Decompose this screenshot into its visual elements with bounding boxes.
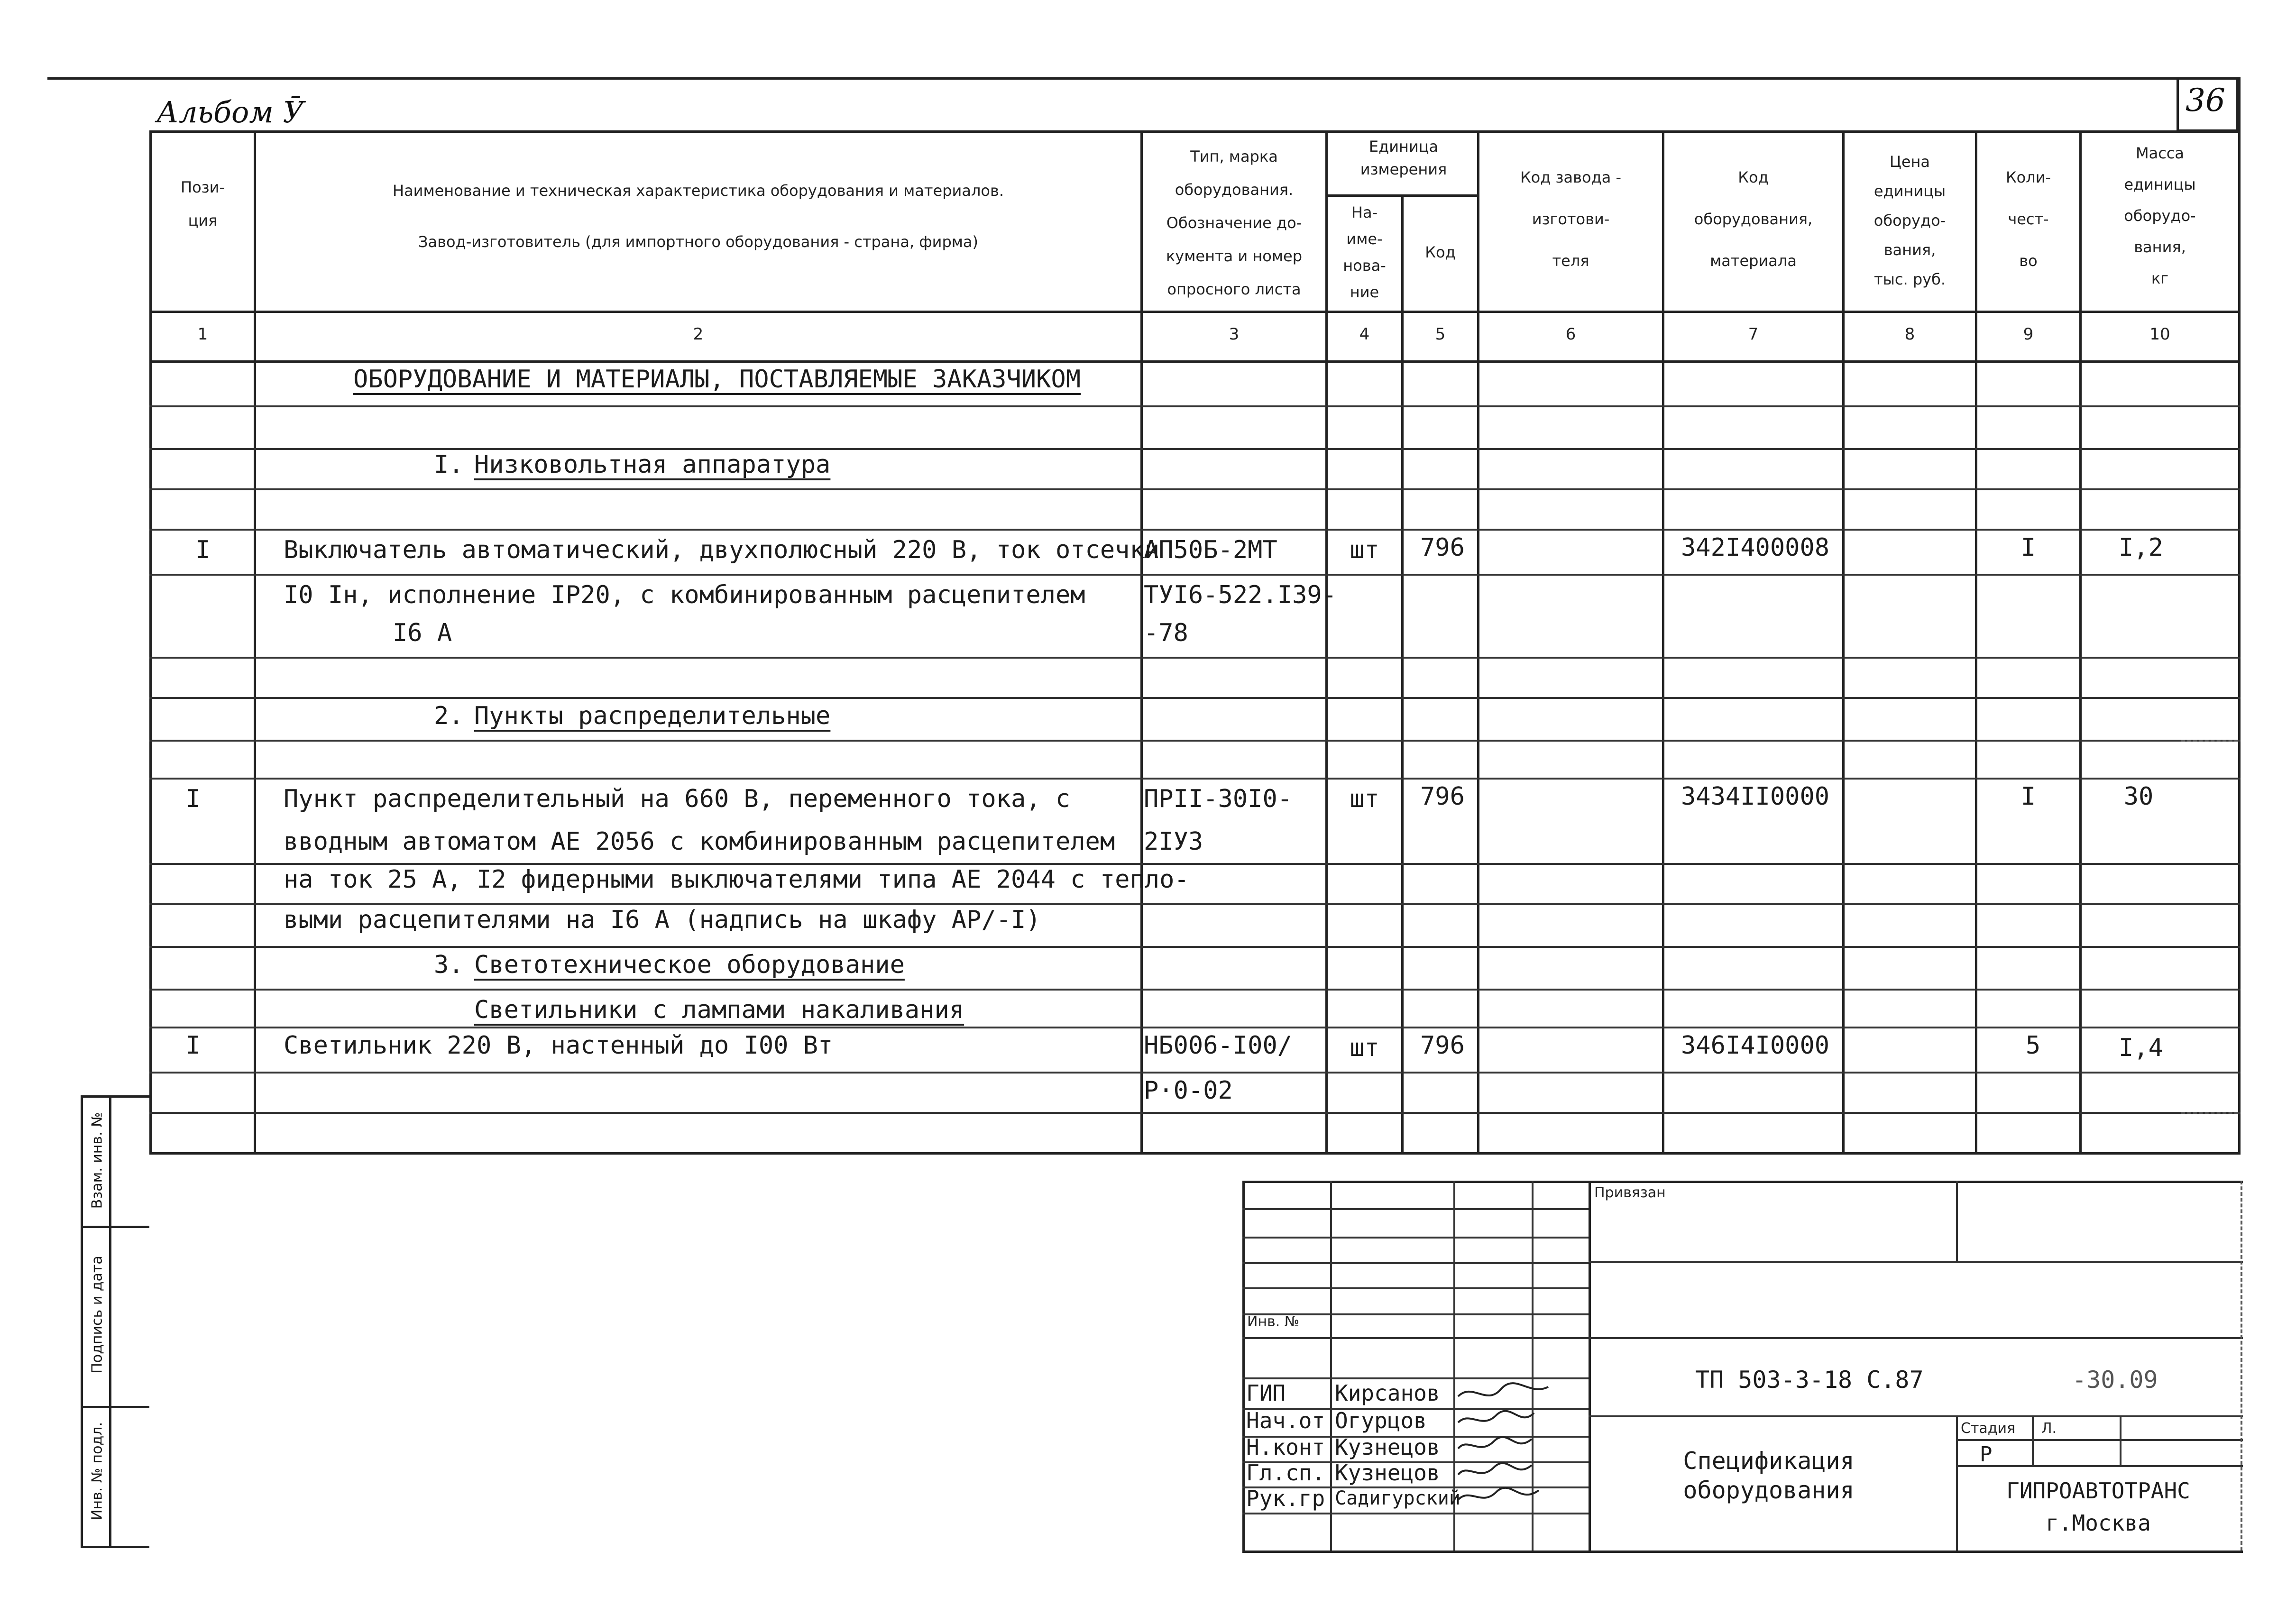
tb-role-nkont: Н.конт — [1246, 1434, 1325, 1460]
tb-line — [1242, 1181, 2243, 1183]
row-line — [149, 903, 2241, 905]
unit-group-subline — [1325, 194, 1479, 197]
tb-line — [2032, 1415, 2034, 1465]
col-sep-8 — [1975, 130, 1977, 1152]
header-position: Пози- ция — [181, 178, 225, 229]
header-name-line1: Наименование и техническая характеристика оборудования и материалов. — [393, 182, 1004, 200]
title-block — [1242, 1181, 2243, 1553]
side-stamp-divider — [109, 1098, 111, 1546]
header-mass: Масса единицы оборудо- вания, кг — [2124, 144, 2196, 287]
item2-quantity: I — [2020, 782, 2036, 811]
table-right-border — [2238, 77, 2241, 1154]
row-line — [149, 946, 2241, 948]
tb-line — [1956, 1439, 2243, 1441]
tb-line — [1242, 1237, 1589, 1239]
item1-type-line3: -78 — [1144, 619, 1188, 647]
signatures — [1453, 1377, 1591, 1553]
header-type: Тип, марка оборудования. Обозначение до- кумента и номер опросного листа — [1166, 147, 1303, 298]
col-sep-5 — [1477, 130, 1479, 1152]
row-line — [149, 1072, 2241, 1073]
signature-1 — [1458, 1383, 1548, 1396]
col-sep-1 — [254, 130, 256, 1152]
colnum-1: 1 — [197, 325, 208, 344]
side-stamp-sep — [83, 1406, 149, 1408]
signature-5 — [1458, 1488, 1539, 1500]
item3-mass: I,4 — [2119, 1034, 2163, 1062]
tb-line — [1956, 1465, 2243, 1467]
tb-line — [1242, 1337, 1589, 1339]
item1-type-line1: АП50Б-2МТ — [1144, 536, 1277, 564]
item2-equipment-code: 3434II0000 — [1681, 782, 1830, 811]
colnum-3: 3 — [1229, 325, 1240, 344]
colnum-9: 9 — [2023, 325, 2034, 344]
tb-name-4: Кузнецов — [1335, 1460, 1440, 1486]
item1-equipment-code: 342I400008 — [1681, 533, 1830, 562]
section3-title: Светотехническое оборудование — [474, 951, 905, 979]
dashed-tail — [2181, 740, 2238, 742]
row-line — [149, 657, 2241, 659]
item2-mass: 30 — [2123, 782, 2154, 811]
item1-name-line3: I6 А — [393, 619, 452, 647]
header-unit-group: Единица измерения — [1360, 138, 1447, 178]
item2-name-line3: на ток 25 А, I2 фидерными выключателями типа АЕ 2044 с тепло- — [284, 865, 1189, 894]
row-line — [149, 778, 2241, 780]
item2-name-line4: выми расцепителями на I6 А (надпись на шкафу АР/-I) — [284, 906, 1041, 934]
item3-quantity: 5 — [2025, 1031, 2041, 1060]
section1-title: Низковольтная аппаратура — [474, 450, 831, 479]
tb-line — [1242, 1262, 1589, 1264]
tb-line — [1589, 1337, 2243, 1339]
album-label: Альбом Ӯ — [156, 95, 304, 129]
section3-subtitle: Светильники с лампами накаливания — [474, 996, 964, 1024]
side-label-signature-date: Подпись и дата — [89, 1256, 106, 1374]
signature-3 — [1458, 1437, 1532, 1449]
header-price: Цена единицы оборудо- вания, тыс. руб. — [1874, 153, 1946, 288]
table-left-border — [149, 130, 152, 1152]
side-label-replaced-inv: Взам. инв. № — [89, 1112, 106, 1209]
tb-name-1: Кирсанов — [1335, 1380, 1440, 1406]
row-line — [149, 989, 2241, 991]
item3-type-line1: НБ006-I00/ — [1144, 1031, 1293, 1060]
section2-title: Пункты распределительные — [474, 702, 831, 730]
row-line — [149, 448, 2241, 450]
item1-position: I — [195, 536, 211, 564]
colnum-4: 4 — [1359, 325, 1370, 344]
row-line — [149, 574, 2241, 576]
colnum-7: 7 — [1748, 325, 1759, 344]
signature-2 — [1458, 1411, 1534, 1422]
item3-type-line2: Р·0-02 — [1144, 1076, 1233, 1105]
tb-line — [1242, 1208, 1589, 1210]
tb-stage-value: Р — [1980, 1442, 1993, 1467]
tb-line — [2120, 1415, 2122, 1465]
item3-unit-code: 796 — [1420, 1031, 1465, 1060]
row-line — [149, 1027, 2241, 1028]
item1-name-line2: I0 Iн, исполнение IP20, с комбинированным расцепителем — [284, 581, 1085, 609]
item1-unit-code: 796 — [1420, 533, 1465, 562]
section2-number: 2. — [434, 702, 464, 730]
item2-unit: шт — [1350, 785, 1379, 813]
header-unit-name: На- име- нова- ние — [1343, 203, 1386, 301]
tb-line — [1242, 1287, 1589, 1289]
item2-name-line2: вводным автоматом АЕ 2056 с комбинированным расцепителем — [284, 827, 1115, 856]
item1-mass: I,2 — [2119, 533, 2163, 562]
sheet-number-box — [2177, 77, 2238, 132]
tb-role-gip: ГИП — [1246, 1380, 1286, 1406]
item3-position: I — [185, 1031, 201, 1060]
item2-position: I — [185, 785, 201, 813]
row-line — [149, 488, 2241, 490]
header-equipment-code: Код оборудования, материала — [1694, 168, 1813, 270]
tb-doc-suffix: -30.09 — [2072, 1366, 2158, 1394]
tb-org: ГИПРОАВТОТРАНС г.Москва — [2006, 1478, 2190, 1536]
item2-type-line1: ПРII-30I0- — [1144, 785, 1293, 813]
header-factory-code: Код завода - изготови- теля — [1520, 168, 1622, 270]
table-bottom-line — [149, 1152, 2241, 1155]
row-line — [149, 863, 2241, 865]
item3-name-line1: Светильник 220 В, настенный до I00 Вт — [284, 1031, 833, 1060]
tb-line — [1242, 1551, 2243, 1553]
tb-line — [1330, 1181, 1332, 1551]
tb-sheet-label: Л. — [2041, 1420, 2057, 1437]
item3-equipment-code: 346I4I0000 — [1681, 1031, 1830, 1060]
side-label-inv-orig: Инв. № подл. — [89, 1422, 106, 1520]
item1-type-line2: ТУI6-522.I39- — [1144, 581, 1337, 609]
section3-number: 3. — [434, 951, 464, 979]
tb-line — [1589, 1261, 2243, 1263]
dashed-tail — [2181, 1112, 2238, 1114]
section1-number: I. — [434, 450, 464, 479]
row-line — [149, 697, 2241, 699]
column-numbers-bottom-line — [149, 360, 2241, 363]
top-border-line — [47, 77, 2238, 80]
tb-doc-title: Спецификация оборудования — [1683, 1447, 1855, 1504]
tb-line — [1956, 1181, 1958, 1261]
item1-unit: шт — [1350, 536, 1379, 564]
tb-dashed-edge — [2241, 1181, 2242, 1551]
row-line — [149, 1112, 2241, 1114]
colnum-5: 5 — [1435, 325, 1446, 344]
colnum-10: 10 — [2149, 325, 2170, 344]
row-line — [149, 529, 2241, 531]
item2-name-line1: Пункт распределительный на 660 В, переменного тока, с — [284, 785, 1071, 813]
tb-name-5: Садигурский — [1335, 1487, 1460, 1509]
colnum-8: 8 — [1904, 325, 1915, 344]
header-quantity: Коли- чест- во — [2005, 168, 2051, 270]
tb-name-3: Кузнецов — [1335, 1434, 1440, 1460]
header-unit-code: Код — [1425, 243, 1456, 261]
row-line — [149, 405, 2241, 407]
title-main: ОБОРУДОВАНИЕ И МАТЕРИАЛЫ, ПОСТАВЛЯЕМЫЕ ЗАКАЗЧИКОМ — [353, 365, 1081, 394]
sheet-number: 36 — [2186, 82, 2225, 119]
table-top-border — [149, 130, 2241, 133]
side-stamp — [81, 1095, 149, 1548]
signature-4 — [1458, 1463, 1532, 1475]
item2-unit-code: 796 — [1420, 782, 1465, 811]
tb-role-glsp: Гл.сп. — [1246, 1460, 1325, 1486]
tb-line — [1956, 1415, 1958, 1551]
item2-type-line2: 2IУ3 — [1144, 827, 1203, 856]
item1-quantity: I — [2020, 533, 2036, 562]
tb-privyazan: Привязан — [1594, 1184, 1666, 1201]
colnum-6: 6 — [1565, 325, 1576, 344]
tb-role-rukgr: Рук.гр — [1246, 1486, 1325, 1511]
tb-inv-no: Инв. № — [1247, 1313, 1300, 1330]
row-line — [149, 740, 2241, 742]
colnum-2: 2 — [693, 325, 704, 344]
tb-role-nach: Нач.от — [1246, 1408, 1325, 1433]
tb-name-2: Огурцов — [1335, 1408, 1427, 1433]
col-sep-6 — [1662, 130, 1664, 1152]
item3-unit: шт — [1350, 1034, 1379, 1062]
item1-name-line1: Выключатель автоматический, двухполюсный 220 В, ток отсечки — [284, 536, 1160, 564]
tb-line — [1589, 1415, 2243, 1417]
tb-stage-label: Стадия — [1961, 1420, 2016, 1437]
header-bottom-line — [149, 311, 2241, 313]
tb-doc-code: ТП 503-3-18 С.87 — [1695, 1366, 1924, 1394]
header-name-line2: Завод-изготовитель (для импортного оборудования - страна, фирма) — [418, 233, 978, 251]
